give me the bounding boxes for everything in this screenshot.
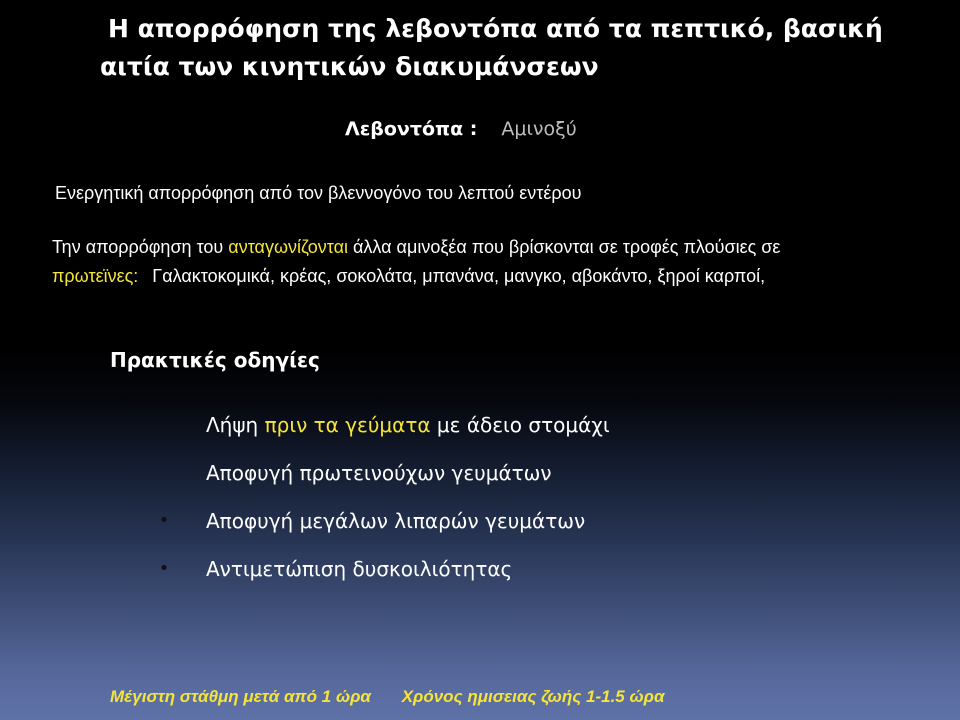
instruction-item [150, 453, 850, 501]
pharmacokinetics-footer [110, 684, 665, 710]
peak-level-note: Μέγιστη στάθμη μετά από 1 ώρα [110, 687, 371, 706]
half-life-note: Χρόνος ημισειας ζωής 1-1.5 ώρα [401, 687, 665, 706]
instruction-text: Λήψη [206, 413, 265, 437]
competition-text-1: Την απορρόφηση του [52, 237, 229, 257]
practical-instructions-heading: Πρακτικές οδηγίες [110, 348, 320, 372]
competition-highlight-proteins: πρωτεϊνες: [52, 266, 139, 286]
instructions-list [150, 405, 850, 597]
bullet-icon: • [158, 558, 170, 579]
instruction-text: Αντιμετώπιση δυσκοιλιότητας [206, 557, 513, 581]
instruction-item [150, 405, 850, 453]
instruction-text: Αποφυγή μεγάλων λιπαρών γευμάτων [206, 509, 586, 533]
instruction-item [150, 501, 850, 549]
drug-definition [345, 115, 577, 143]
drug-class: Αμινοξύ [501, 118, 577, 140]
competition-highlight-compete: ανταγωνίζονται [228, 237, 349, 257]
instruction-item [150, 549, 850, 597]
instruction-highlight: πριν τα γεύματα [264, 413, 431, 437]
slide-title [100, 10, 920, 86]
competition-text-2: άλλα αμινοξέα που βρίσκονται σε τροφές πλούσιες σε [348, 237, 781, 257]
protein-foods-list: Γαλακτοκομικά, κρέας, σοκολάτα, μπανάνα, μανγκο, αβοκάντο, ξηροί καρποί, [152, 266, 766, 286]
slide-title-line-2: αιτία των κινητικών διακυμάνσεων [100, 52, 599, 81]
bullet-icon: • [158, 510, 170, 531]
competition-statement [52, 233, 932, 291]
drug-label: Λεβοντόπα : [345, 118, 478, 140]
instruction-text-suffix: με άδειο στομάχι [430, 413, 610, 437]
competition-line-1 [52, 233, 932, 262]
slide-title-line-1: Η απορρόφηση της λεβοντόπα από τα πεπτικό, βασική [108, 14, 883, 43]
absorption-statement: Ενεργητική απορρόφηση από τον βλεννογόνο του λεπτού εντέρου [55, 183, 582, 203]
instruction-text: Αποφυγή πρωτεινούχων γευμάτων [206, 461, 552, 485]
competition-line-2 [52, 262, 932, 291]
